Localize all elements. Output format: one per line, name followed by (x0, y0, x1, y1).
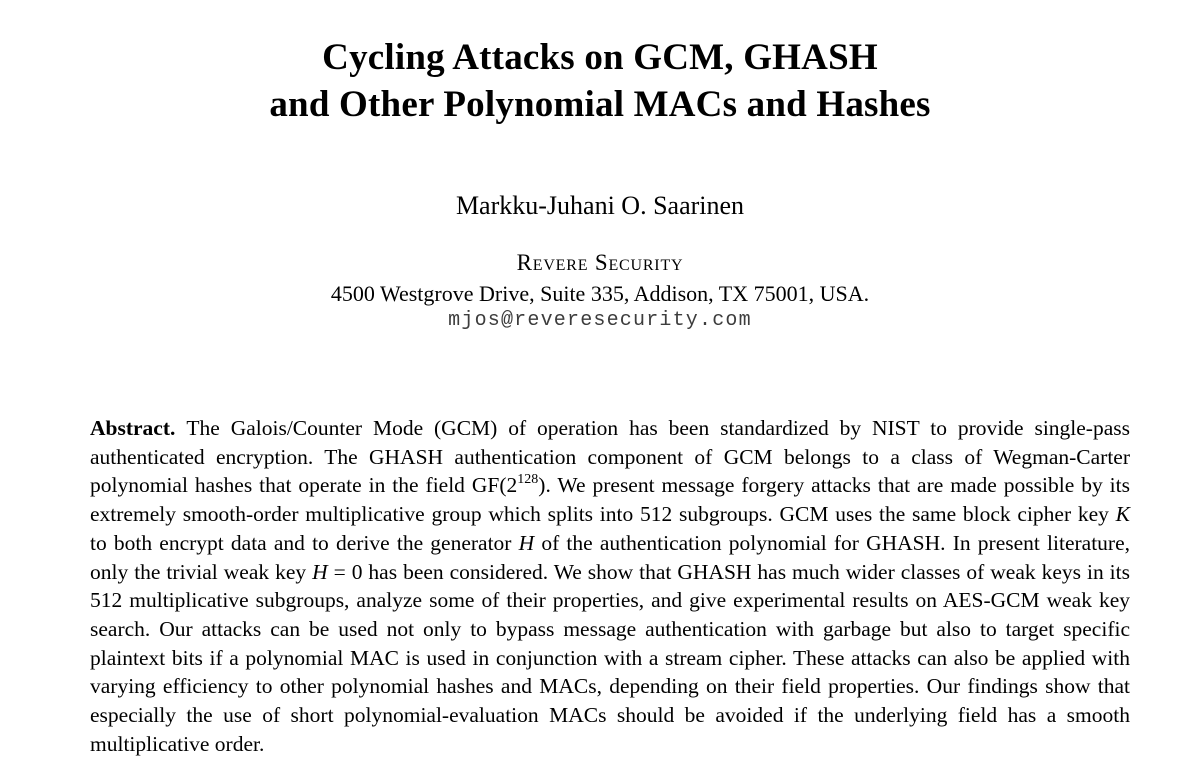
abstract-body: The Galois/Counter Mode (GCM) of operation has been standardized by NIST to provide single-pass authenticated encryption. The GHASH authentication component of GCM belongs to a class of Wegman-Carter polynomial hashes that operate in the field $GF(2^{128})$. We present message forgery attacks that are made possible by its extremely smooth-order multiplicative group which splits into 512 subgroups. GCM uses the same block cipher key K to both encrypt data and to derive the generator H of the authentication polynomial for GHASH. In present literature, only the trivial weak key H = 0 has been considered. We show that GHASH has much wider classes of weak keys in its 512 multiplicative subgroups, analyze some of their properties, and give experimental results on AES-GCM weak key search. Our attacks can be used not only to bypass message authentication with garbage but also to target specific plaintext bits if a polynomial MAC is used in conjunction with a stream cipher. These attacks can also be applied with varying efficiency to other polynomial hashes and MACs, depending on their field properties. Our findings show that especially the use of short polynomial-evaluation MACs should be avoided if the underlying field has a smooth multiplicative order. (90, 416, 1130, 756)
affiliation-address: 4500 Westgrove Drive, Suite 335, Addison, TX 75001, USA. (330, 281, 870, 306)
author-name: Markku-Juhani O. Saarinen (455, 191, 745, 220)
paper-title-line1: Cycling Attacks on GCM, GHASH (322, 37, 878, 78)
abstract-label: Abstract. (90, 416, 176, 440)
abstract-paragraph (90, 414, 1130, 758)
author-email: mjos@reveresecurity.com (448, 309, 752, 332)
paper-title (0, 34, 1200, 128)
affiliation: Revere Security (516, 250, 684, 275)
paper-title-line2: and Other Polynomial MACs and Hashes (269, 84, 931, 125)
